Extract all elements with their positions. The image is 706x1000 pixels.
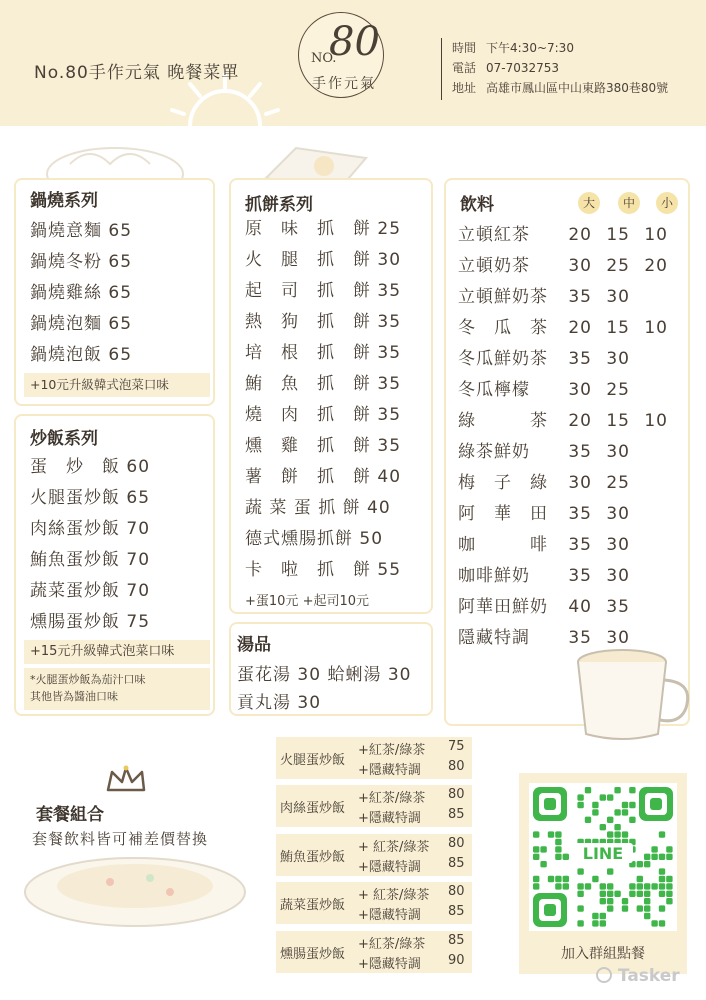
drink-price: 10 bbox=[644, 225, 668, 245]
drink-item bbox=[458, 220, 668, 251]
drink-item bbox=[458, 468, 668, 499]
drink-price: 15 bbox=[606, 411, 630, 431]
menu-item: 起 司 抓 餅 35 bbox=[245, 281, 402, 301]
drink-price: 25 bbox=[606, 256, 630, 276]
menu-item: 鍋燒泡麵 65 bbox=[30, 314, 133, 334]
menu-item: 鍋燒意麵 65 bbox=[30, 221, 133, 241]
friedrice-flavor-note: *火腿蛋炒飯為茄汁口味 其他皆為醬油口味 bbox=[24, 668, 210, 710]
menu-item: 鍋燒雞絲 65 bbox=[30, 283, 133, 303]
drink-price: 10 bbox=[644, 318, 668, 338]
pancake-list bbox=[245, 214, 401, 586]
drink-item bbox=[458, 251, 668, 282]
phone-value: 07-7032753 bbox=[486, 61, 560, 75]
hotpot-list bbox=[30, 216, 132, 371]
drink-item bbox=[458, 592, 668, 623]
line-logo-text: LINE bbox=[582, 844, 624, 863]
combo-item: 鮪魚蛋炒飯 + 紅茶/綠茶 80 +隱藏特調 85 bbox=[276, 834, 472, 876]
soup-line-1: 蛋花湯 30 蛤蜊湯 30 bbox=[237, 665, 412, 685]
drink-price: 30 bbox=[568, 380, 592, 400]
combo-item: 燻腸蛋炒飯 +紅茶/綠茶 85 +隱藏特調 90 bbox=[276, 931, 472, 973]
drink-item bbox=[458, 561, 668, 592]
address-value: 高雄市鳳山區中山東路380巷80號 bbox=[486, 81, 669, 95]
drink-name: 綠茶鮮奶 bbox=[458, 442, 530, 462]
drink-item bbox=[458, 375, 668, 406]
drinks-panel bbox=[444, 178, 690, 726]
drink-price: 35 bbox=[568, 287, 592, 307]
drink-price: 25 bbox=[606, 380, 630, 400]
menu-item: 薯 餅 抓 餅 40 bbox=[245, 467, 402, 487]
hotpot-title: 鍋燒系列 bbox=[30, 191, 98, 211]
menu-item: 熱 狗 抓 餅 35 bbox=[245, 312, 402, 332]
drink-price: 15 bbox=[606, 225, 630, 245]
drink-price: 30 bbox=[606, 287, 630, 307]
menu-item: 火腿蛋炒飯 65 bbox=[30, 488, 151, 508]
fried-rice-plate-doodle-icon bbox=[20, 852, 250, 930]
watermark-logo-icon bbox=[596, 967, 612, 983]
drink-price: 10 bbox=[644, 411, 668, 431]
hotpot-upgrade-note: +10元升級韓式泡菜口味 bbox=[24, 373, 210, 397]
drink-price: 30 bbox=[606, 628, 630, 648]
line-qr-code[interactable] bbox=[529, 783, 677, 931]
drink-price: 35 bbox=[568, 349, 592, 369]
menu-item: 鍋燒冬粉 65 bbox=[30, 252, 133, 272]
friedrice-list bbox=[30, 452, 150, 638]
drink-price: 30 bbox=[568, 256, 592, 276]
drink-item bbox=[458, 530, 668, 561]
friedrice-panel bbox=[14, 414, 215, 716]
hotpot-panel bbox=[14, 178, 215, 406]
hours-row: 時間 下午4:30~7:30 bbox=[452, 41, 574, 55]
size-large-badge: 大 bbox=[578, 192, 600, 214]
drink-price: 20 bbox=[568, 411, 592, 431]
menu-item: 燻 雞 抓 餅 35 bbox=[245, 436, 402, 456]
menu-item: 原 味 抓 餅 25 bbox=[245, 219, 402, 239]
menu-item: 燻腸蛋炒飯 75 bbox=[30, 612, 151, 632]
drink-item bbox=[458, 282, 668, 313]
drink-name: 隱藏特調 bbox=[458, 628, 530, 648]
drink-name: 冬瓜檸檬 bbox=[458, 380, 530, 400]
drink-name: 立頓奶茶 bbox=[458, 256, 530, 276]
drink-price: 30 bbox=[606, 535, 630, 555]
pancake-panel bbox=[229, 178, 433, 614]
drink-price: 35 bbox=[568, 504, 592, 524]
combo-item: 肉絲蛋炒飯 +紅茶/綠茶 80 +隱藏特調 85 bbox=[276, 785, 472, 827]
drink-name: 綠 茶 bbox=[458, 411, 548, 431]
menu-item: 燒 肉 抓 餅 35 bbox=[245, 405, 402, 425]
menu-item: 蔬 菜 蛋 抓 餅 40 bbox=[245, 498, 391, 518]
logo-number: 80 bbox=[329, 19, 380, 65]
size-medium-badge: 中 bbox=[618, 192, 640, 214]
drink-price: 35 bbox=[606, 597, 630, 617]
soup-line-2: 貢丸湯 30 bbox=[237, 693, 322, 713]
pancake-title: 抓餅系列 bbox=[245, 195, 313, 215]
drink-price: 20 bbox=[568, 318, 592, 338]
drink-price: 35 bbox=[568, 535, 592, 555]
menu-item: 蛋 炒 飯 60 bbox=[30, 457, 151, 477]
logo-no: NO. bbox=[311, 51, 337, 66]
drink-name: 立頓鮮奶茶 bbox=[458, 287, 548, 307]
crown-icon bbox=[104, 764, 148, 794]
header-band bbox=[0, 0, 706, 126]
drink-price: 35 bbox=[568, 442, 592, 462]
drink-price: 40 bbox=[568, 597, 592, 617]
drink-name: 立頓紅茶 bbox=[458, 225, 530, 245]
line-qr-card bbox=[519, 773, 687, 974]
drink-name: 冬瓜鮮奶茶 bbox=[458, 349, 548, 369]
friedrice-title: 炒飯系列 bbox=[30, 429, 98, 449]
drink-price: 30 bbox=[606, 442, 630, 462]
drink-price: 15 bbox=[606, 318, 630, 338]
address-row: 地址 高雄市鳳山區中山東路380巷80號 bbox=[452, 81, 669, 95]
combo-item: 火腿蛋炒飯 +紅茶/綠茶 75 +隱藏特調 80 bbox=[276, 737, 472, 779]
drink-name: 梅 子 綠 bbox=[458, 473, 548, 493]
qr-caption: 加入群組點餐 bbox=[561, 946, 645, 962]
menu-item: 卡 啦 抓 餅 55 bbox=[245, 560, 402, 580]
drink-name: 咖 啡 bbox=[458, 535, 548, 555]
coffee-cup-doodle-icon bbox=[572, 646, 700, 742]
drink-price: 30 bbox=[606, 504, 630, 524]
watermark: Tasker bbox=[596, 966, 680, 986]
menu-item: 火 腿 抓 餅 30 bbox=[245, 250, 402, 270]
pancake-addon-note: +蛋10元 +起司10元 bbox=[245, 594, 370, 609]
size-small-badge: 小 bbox=[656, 192, 678, 214]
soup-title: 湯品 bbox=[237, 635, 271, 655]
combo-title: 套餐組合 bbox=[36, 805, 104, 825]
menu-item: 鮪魚蛋炒飯 70 bbox=[30, 550, 151, 570]
drink-price: 30 bbox=[606, 349, 630, 369]
drink-price: 20 bbox=[644, 256, 668, 276]
menu-item: 鮪 魚 抓 餅 35 bbox=[245, 374, 402, 394]
drinks-title: 飲料 bbox=[460, 195, 494, 215]
logo-name: 手作元氣 bbox=[312, 76, 376, 92]
drink-price: 30 bbox=[606, 566, 630, 586]
drink-price: 30 bbox=[568, 473, 592, 493]
drink-price: 25 bbox=[606, 473, 630, 493]
drink-name: 冬 瓜 茶 bbox=[458, 318, 548, 338]
drink-price: 35 bbox=[568, 566, 592, 586]
combo-subtitle: 套餐飲料皆可補差價替換 bbox=[32, 830, 209, 848]
drinks-list bbox=[458, 220, 668, 654]
menu-item: 德式燻腸抓餅 50 bbox=[245, 529, 384, 549]
qr-code-icon bbox=[529, 783, 677, 931]
drink-item bbox=[458, 437, 668, 468]
drink-name: 阿 華 田 bbox=[458, 504, 548, 524]
combo-item: 蔬菜蛋炒飯 + 紅茶/綠茶 80 +隱藏特調 85 bbox=[276, 882, 472, 924]
hours-value: 下午4:30~7:30 bbox=[486, 41, 574, 55]
phone-row: 電話 07-7032753 bbox=[452, 61, 560, 75]
menu-item: 蔬菜蛋炒飯 70 bbox=[30, 581, 151, 601]
drink-name: 阿華田鮮奶 bbox=[458, 597, 548, 617]
shop-logo bbox=[298, 12, 384, 98]
contact-info bbox=[441, 38, 668, 100]
drink-name: 咖啡鮮奶 bbox=[458, 566, 530, 586]
menu-item: 肉絲蛋炒飯 70 bbox=[30, 519, 151, 539]
friedrice-upgrade-note: +15元升級韓式泡菜口味 bbox=[24, 640, 210, 664]
soup-panel bbox=[229, 622, 433, 716]
menu-item: 鍋燒泡飯 65 bbox=[30, 345, 133, 365]
drink-item bbox=[458, 406, 668, 437]
menu-item: 培 根 抓 餅 35 bbox=[245, 343, 402, 363]
drink-item bbox=[458, 499, 668, 530]
shop-title: No.80手作元氣 晚餐菜單 bbox=[34, 63, 240, 83]
drink-item bbox=[458, 344, 668, 375]
drink-price: 35 bbox=[568, 628, 592, 648]
drink-price: 20 bbox=[568, 225, 592, 245]
drink-item bbox=[458, 313, 668, 344]
